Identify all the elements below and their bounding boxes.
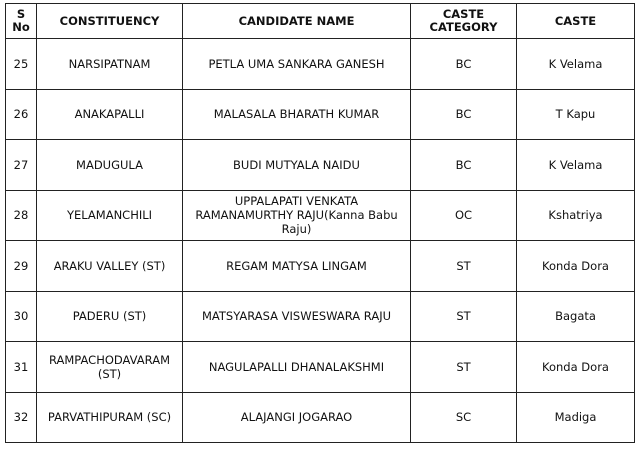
cell-caste-category: BC bbox=[411, 39, 517, 90]
cell-caste: T Kapu bbox=[517, 89, 635, 140]
cell-sno: 26 bbox=[6, 89, 37, 140]
cell-constituency: ARAKU VALLEY (ST) bbox=[37, 241, 183, 292]
cell-constituency: PADERU (ST) bbox=[37, 291, 183, 342]
candidates-table bbox=[5, 3, 635, 443]
cell-constituency: NARSIPATNAM bbox=[37, 39, 183, 90]
header-sno bbox=[6, 4, 37, 39]
header-category-line2: CATEGORY bbox=[429, 20, 498, 34]
table-row bbox=[6, 140, 635, 191]
cell-caste: K Velama bbox=[517, 39, 635, 90]
cell-candidate-name: REGAM MATYSA LINGAM bbox=[183, 241, 411, 292]
cell-caste: K Velama bbox=[517, 140, 635, 191]
header-sno-line1: S bbox=[16, 7, 26, 21]
cell-caste-category: BC bbox=[411, 89, 517, 140]
cell-candidate-name: NAGULAPALLI DHANALAKSHMI bbox=[183, 342, 411, 393]
cell-constituency: RAMPACHODAVARAM (ST) bbox=[37, 342, 183, 393]
cell-constituency: ANAKAPALLI bbox=[37, 89, 183, 140]
header-constituency: CONSTITUENCY bbox=[37, 4, 183, 39]
cell-constituency: MADUGULA bbox=[37, 140, 183, 191]
cell-candidate-name: MATSYARASA VISWESWARA RAJU bbox=[183, 291, 411, 342]
header-caste-category bbox=[411, 4, 517, 39]
cell-caste-category: BC bbox=[411, 140, 517, 191]
cell-sno: 27 bbox=[6, 140, 37, 191]
cell-sno: 29 bbox=[6, 241, 37, 292]
cell-candidate-name: ALAJANGI JOGARAO bbox=[183, 392, 411, 443]
header-candidate-name: CANDIDATE NAME bbox=[183, 4, 411, 39]
header-sno-line2: No bbox=[12, 20, 30, 34]
cell-caste: Konda Dora bbox=[517, 342, 635, 393]
cell-candidate-name: MALASALA BHARATH KUMAR bbox=[183, 89, 411, 140]
cell-caste: Kshatriya bbox=[517, 190, 635, 241]
cell-candidate-name: BUDI MUTYALA NAIDU bbox=[183, 140, 411, 191]
header-caste: CASTE bbox=[517, 4, 635, 39]
cell-caste: Konda Dora bbox=[517, 241, 635, 292]
cell-caste: Madiga bbox=[517, 392, 635, 443]
cell-caste-category: ST bbox=[411, 342, 517, 393]
cell-caste: Bagata bbox=[517, 291, 635, 342]
cell-caste-category: OC bbox=[411, 190, 517, 241]
cell-sno: 25 bbox=[6, 39, 37, 90]
table-row bbox=[6, 392, 635, 443]
cell-sno: 31 bbox=[6, 342, 37, 393]
cell-candidate-name: PETLA UMA SANKARA GANESH bbox=[183, 39, 411, 90]
table-row bbox=[6, 39, 635, 90]
header-category-line1: CASTE bbox=[442, 7, 485, 21]
cell-sno: 32 bbox=[6, 392, 37, 443]
cell-sno: 28 bbox=[6, 190, 37, 241]
table-row bbox=[6, 190, 635, 241]
cell-constituency: PARVATHIPURAM (SC) bbox=[37, 392, 183, 443]
table-row bbox=[6, 89, 635, 140]
cell-caste-category: ST bbox=[411, 241, 517, 292]
cell-candidate-name: UPPALAPATI VENKATA RAMANAMURTHY RAJU(Kanna Babu Raju) bbox=[183, 190, 411, 241]
cell-constituency: YELAMANCHILI bbox=[37, 190, 183, 241]
header-row bbox=[6, 4, 635, 39]
cell-caste-category: ST bbox=[411, 291, 517, 342]
cell-sno: 30 bbox=[6, 291, 37, 342]
cell-caste-category: SC bbox=[411, 392, 517, 443]
table-row bbox=[6, 342, 635, 393]
table-row bbox=[6, 291, 635, 342]
table-row bbox=[6, 241, 635, 292]
